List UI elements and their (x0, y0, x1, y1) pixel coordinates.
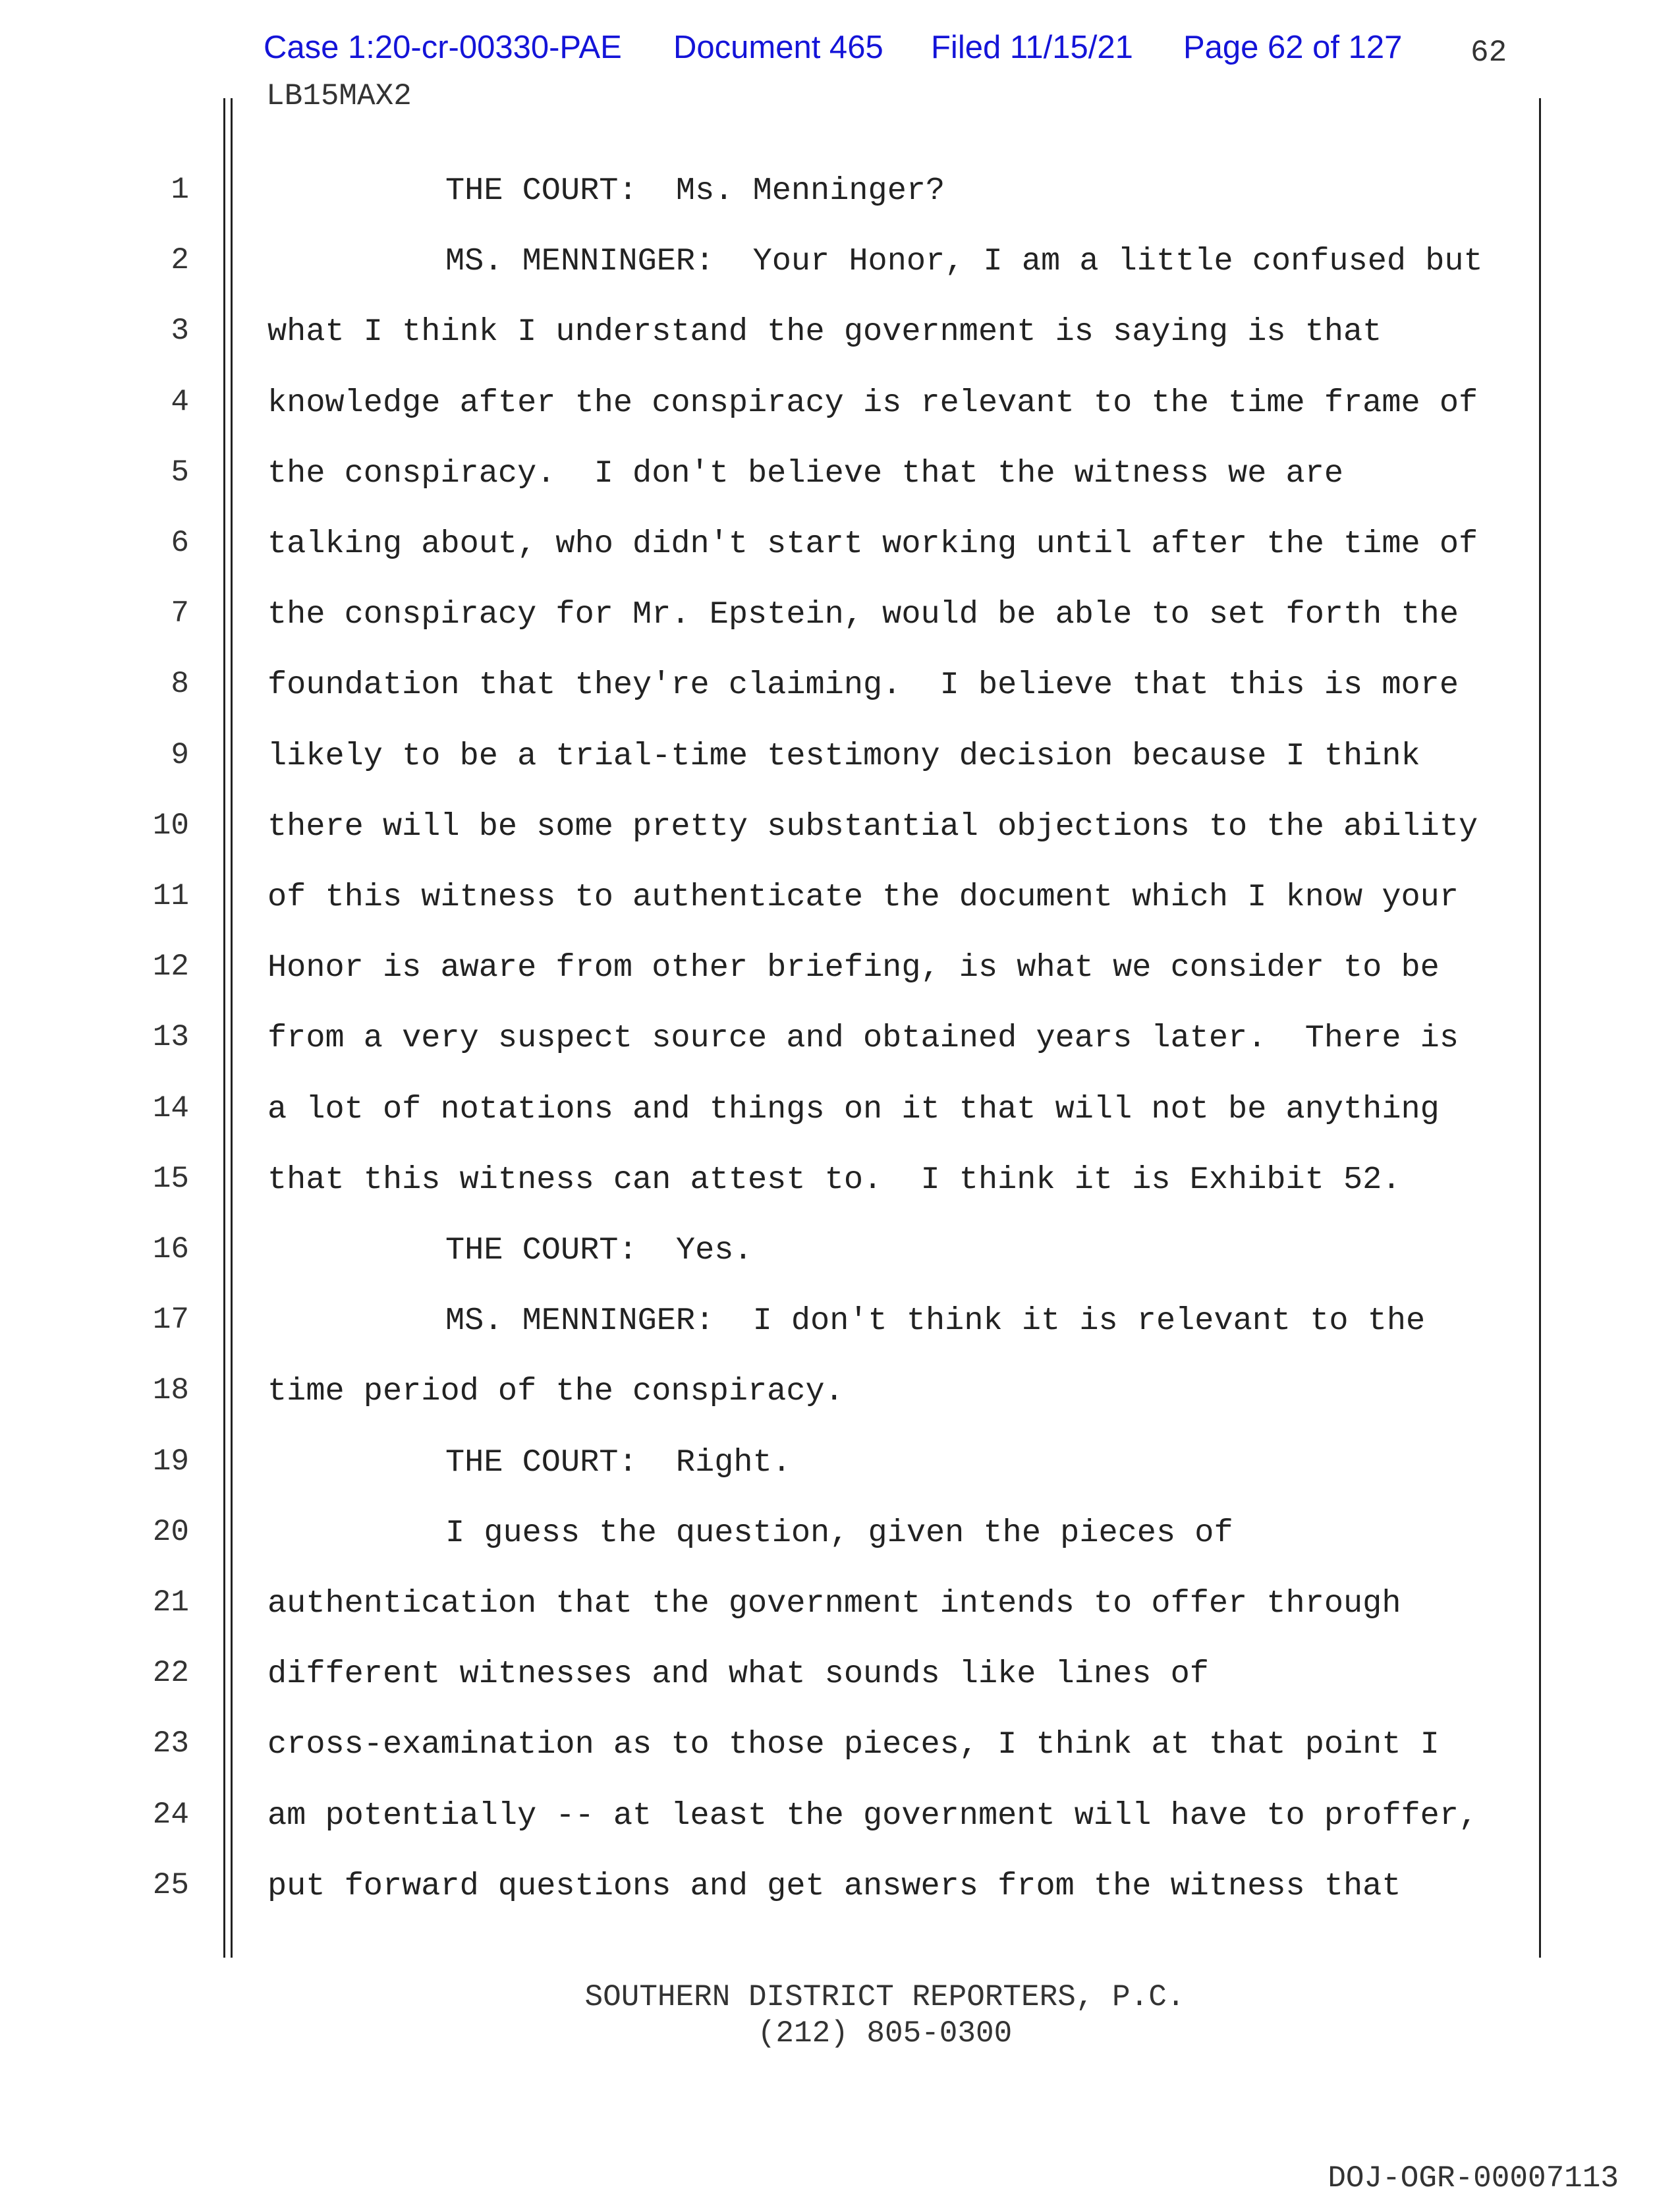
line-number: 14 (152, 1091, 189, 1125)
line-number: 9 (171, 737, 189, 772)
transcript-line (0, 1515, 1680, 1585)
transcript-line (0, 1162, 1680, 1232)
line-text: THE COURT: Yes. (445, 1232, 753, 1268)
line-text: a lot of notations and things on it that will not be anything (267, 1091, 1440, 1127)
transcript-line (0, 1091, 1680, 1162)
line-number: 24 (152, 1797, 189, 1832)
line-text: knowledge after the conspiracy is relevant to the time frame of (267, 384, 1478, 421)
page-count-link[interactable]: Page 62 of 127 (1183, 30, 1403, 65)
transcript-line (0, 667, 1680, 737)
line-text: MS. MENNINGER: I don't think it is relevant to the (445, 1303, 1426, 1340)
filed-date-link[interactable]: Filed 11/15/21 (931, 30, 1133, 65)
line-number: 6 (171, 526, 189, 560)
line-text: the conspiracy. I don't believe that the witness we are (267, 455, 1344, 492)
transcript-line (0, 596, 1680, 667)
reporter-phone: (212) 805-0300 (757, 2016, 1013, 2051)
line-number: 4 (171, 384, 189, 419)
line-text: authentication that the government intends to offer through (267, 1585, 1401, 1622)
line-number: 10 (152, 808, 189, 843)
line-number: 15 (152, 1161, 189, 1196)
line-text: talking about, who didn't start working until after the time of (267, 526, 1478, 562)
line-number: 18 (152, 1373, 189, 1408)
transcript-line (0, 1585, 1680, 1656)
line-number: 13 (152, 1020, 189, 1055)
line-number: 25 (152, 1867, 189, 1902)
line-number: 16 (152, 1232, 189, 1266)
line-number: 7 (171, 596, 189, 631)
line-number: 22 (152, 1656, 189, 1691)
transcript-line (0, 1444, 1680, 1515)
transcript-line (0, 1726, 1680, 1797)
transcript-line (0, 314, 1680, 384)
line-text: of this witness to authenticate the document which I know your (267, 879, 1459, 915)
line-number: 20 (152, 1514, 189, 1549)
line-number: 5 (171, 455, 189, 490)
line-text: Honor is aware from other briefing, is what we consider to be (267, 950, 1440, 986)
line-number: 1 (171, 173, 189, 207)
line-text: different witnesses and what sounds like lines of (267, 1656, 1209, 1693)
line-number: 23 (152, 1726, 189, 1761)
line-text: the conspiracy for Mr. Epstein, would be able to set forth the (267, 596, 1459, 633)
transcript-id: LB15MAX2 (266, 79, 412, 113)
line-text: likely to be a trial-time testimony decision because I think (267, 737, 1420, 774)
transcript-line (0, 1020, 1680, 1091)
line-text: put forward questions and get answers from the witness that (267, 1867, 1401, 1904)
transcript-line (0, 243, 1680, 314)
line-text: I guess the question, given the pieces of (445, 1514, 1233, 1551)
line-number: 8 (171, 667, 189, 702)
line-number: 12 (152, 950, 189, 984)
line-text: foundation that they're claiming. I believe that this is more (267, 667, 1459, 704)
line-text: THE COURT: Ms. Menninger? (445, 173, 945, 209)
transcript-line (0, 1232, 1680, 1303)
transcript-line (0, 455, 1680, 526)
transcript-line (0, 1373, 1680, 1444)
line-text: MS. MENNINGER: Your Honor, I am a little confused but (445, 243, 1483, 280)
line-text: what I think I understand the government is saying is that (267, 314, 1382, 351)
line-number: 2 (171, 243, 189, 278)
transcript-line (0, 808, 1680, 879)
line-number: 3 (171, 314, 189, 349)
document-number-link[interactable]: Document 465 (673, 30, 883, 65)
transcript-line (0, 1798, 1680, 1868)
line-text: from a very suspect source and obtained years later. There is (267, 1020, 1459, 1057)
line-number: 11 (152, 879, 189, 913)
transcript-line (0, 1656, 1680, 1726)
line-number: 21 (152, 1585, 189, 1620)
transcript-line (0, 173, 1680, 243)
line-text: time period of the conspiracy. (267, 1373, 844, 1410)
transcript-line (0, 950, 1680, 1020)
transcript-line (0, 879, 1680, 950)
transcript-line (0, 526, 1680, 596)
line-number: 19 (152, 1444, 189, 1479)
transcript-line (0, 1303, 1680, 1373)
page-number: 62 (1470, 36, 1507, 70)
transcript-line (0, 385, 1680, 455)
line-text: am potentially -- at least the government will have to proffer, (267, 1797, 1478, 1834)
line-text: THE COURT: Right. (445, 1444, 791, 1481)
reporter-name: SOUTHERN DISTRICT REPORTERS, P.C. (584, 1980, 1185, 2014)
line-text: that this witness can attest to. I think it is Exhibit 52. (267, 1161, 1401, 1198)
line-text: there will be some pretty substantial objections to the ability (267, 808, 1478, 845)
line-text: cross-examination as to those pieces, I think at that point I (267, 1726, 1440, 1763)
line-number: 17 (152, 1303, 189, 1338)
transcript-line (0, 1868, 1680, 1939)
bates-number: DOJ-OGR-00007113 (1328, 2161, 1619, 2196)
case-number-link[interactable]: Case 1:20-cr-00330-PAE (264, 30, 622, 65)
transcript-line (0, 738, 1680, 808)
